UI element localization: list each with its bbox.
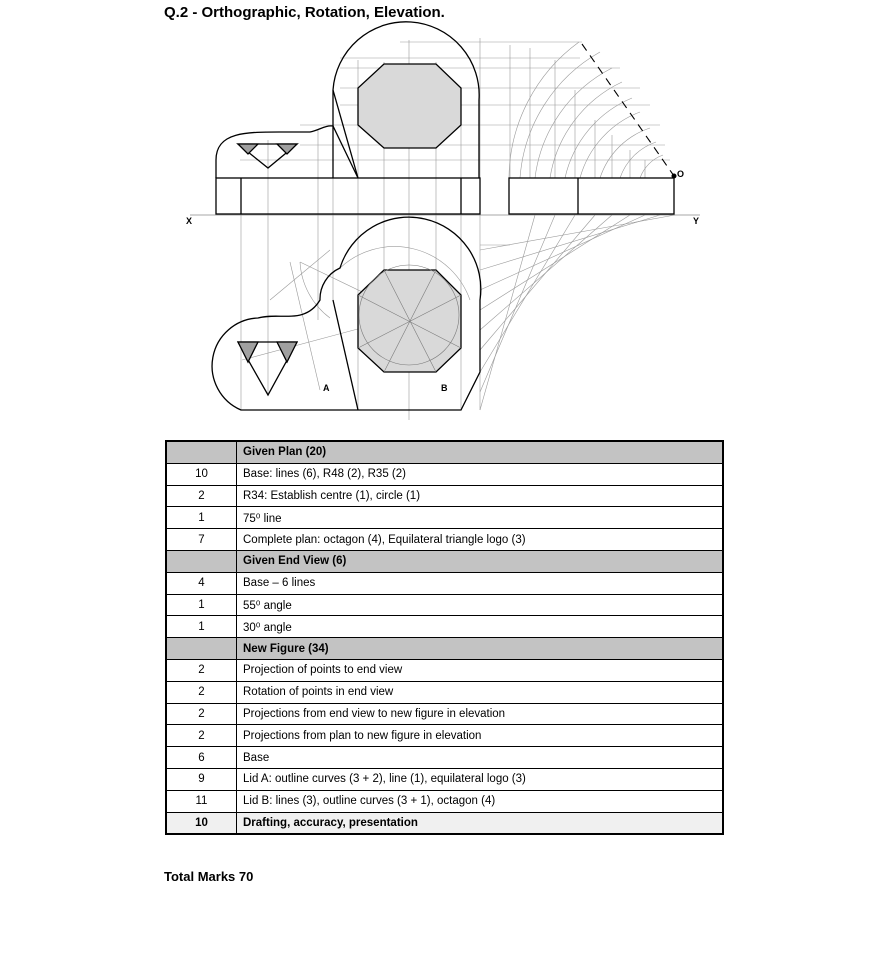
octagon-plan: [358, 270, 461, 372]
item-cell: Projection of points to end view: [237, 659, 724, 681]
table-row: [166, 529, 723, 551]
elevation-view: [216, 22, 480, 214]
item-cell: Lid B: lines (3), outline curves (3 + 1), octagon (4): [237, 790, 724, 812]
table-row: [166, 659, 723, 681]
marks-cell: 2: [166, 703, 237, 725]
total-marks: Total Marks 70: [164, 869, 254, 884]
marks-cell: 2: [166, 659, 237, 681]
table-row: [166, 463, 723, 485]
point-o: [672, 174, 676, 178]
marks-cell: 4: [166, 572, 237, 594]
item-cell: Base: [237, 747, 724, 769]
item-cell: 75⁰ line: [237, 507, 724, 529]
table-row: [166, 572, 723, 594]
marks-cell: 7: [166, 529, 237, 551]
marks-cell: 6: [166, 747, 237, 769]
table-row: [166, 768, 723, 790]
marks-cell: 10: [166, 463, 237, 485]
item-cell: Projections from end view to new figure in elevation: [237, 703, 724, 725]
marks-cell: 2: [166, 485, 237, 507]
marks-cell: 2: [166, 725, 237, 747]
marking-scheme-table: [165, 440, 724, 835]
marks-cell: 2: [166, 681, 237, 703]
item-cell: Lid A: outline curves (3 + 2), line (1), equilateral logo (3): [237, 768, 724, 790]
item-cell: Complete plan: octagon (4), Equilateral triangle logo (3): [237, 529, 724, 551]
section-heading: Given Plan (20): [237, 441, 724, 463]
marks-cell: 1: [166, 616, 237, 638]
table-row: [166, 747, 723, 769]
table-row: [166, 616, 723, 638]
item-cell: Drafting, accuracy, presentation: [237, 812, 724, 834]
marks-cell: 9: [166, 768, 237, 790]
table-row: [166, 725, 723, 747]
item-cell: R34: Establish centre (1), circle (1): [237, 485, 724, 507]
label-b: B: [441, 383, 448, 393]
label-x: X: [186, 216, 193, 226]
table-row: [166, 594, 723, 616]
item-cell: Base: lines (6), R48 (2), R35 (2): [237, 463, 724, 485]
octagon-elevation: [358, 64, 461, 148]
footer-row: [166, 812, 723, 834]
marks-cell: 11: [166, 790, 237, 812]
item-cell: 55⁰ angle: [237, 594, 724, 616]
section-header: [166, 550, 723, 572]
section-heading: New Figure (34): [237, 638, 724, 660]
item-cell: Projections from plan to new figure in elevation: [237, 725, 724, 747]
table-row: [166, 485, 723, 507]
label-o: O: [677, 169, 685, 179]
section-header: [166, 638, 723, 660]
plan-view: [212, 217, 481, 410]
item-cell: Base – 6 lines: [237, 572, 724, 594]
table-row: [166, 507, 723, 529]
label-y: Y: [693, 216, 700, 226]
technical-drawing: [0, 0, 892, 430]
marks-cell: 1: [166, 507, 237, 529]
section-heading: Given End View (6): [237, 550, 724, 572]
table-row: [166, 790, 723, 812]
item-cell: Rotation of points in end view: [237, 681, 724, 703]
marks-cell: 10: [166, 812, 237, 834]
table-row: [166, 703, 723, 725]
item-cell: 30⁰ angle: [237, 616, 724, 638]
marks-cell: 1: [166, 594, 237, 616]
end-view: [509, 178, 674, 214]
section-header: [166, 441, 723, 463]
table-row: [166, 681, 723, 703]
page-title: Q.2 - Orthographic, Rotation, Elevation.: [164, 4, 445, 21]
label-a: A: [323, 383, 330, 393]
